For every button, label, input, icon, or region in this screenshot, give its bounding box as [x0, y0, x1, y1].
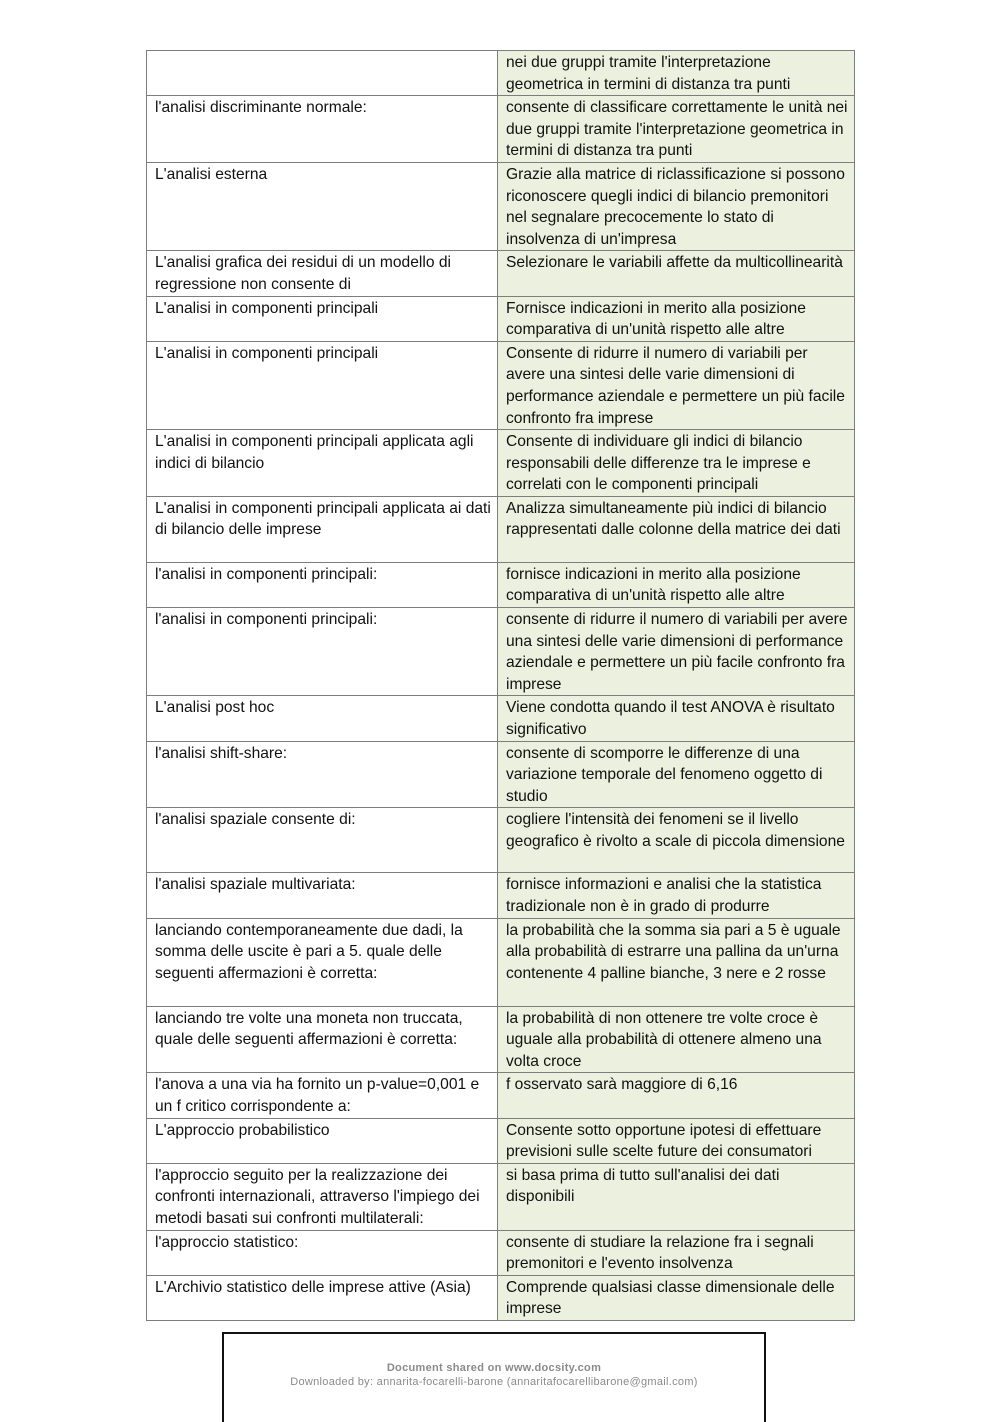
question-cell: l'analisi in componenti principali:	[147, 562, 498, 607]
question-cell: L'analisi in componenti principali	[147, 296, 498, 341]
table-row	[147, 562, 855, 607]
answer-cell: fornisce informazioni e analisi che la statistica tradizionale non è in grado di produrre	[498, 873, 855, 918]
table-row	[147, 96, 855, 163]
answer-cell: Fornisce indicazioni in merito alla posizione comparativa di un'unità rispetto alle altre	[498, 296, 855, 341]
table-row	[147, 873, 855, 918]
table-row	[147, 162, 855, 250]
question-cell: l'analisi discriminante normale:	[147, 96, 498, 163]
question-cell: l'analisi in componenti principali:	[147, 608, 498, 696]
qa-table-body	[147, 51, 855, 1321]
answer-cell: Consente di individuare gli indici di bilancio responsabili delle differenze tra le imprese e correlati con le componenti principali	[498, 430, 855, 497]
table-row	[147, 1230, 855, 1275]
table-row	[147, 696, 855, 741]
table-row	[147, 430, 855, 497]
question-cell: l'analisi spaziale consente di:	[147, 808, 498, 873]
answer-cell: Viene condotta quando il test ANOVA è risultato significativo	[498, 696, 855, 741]
answer-cell: Grazie alla matrice di riclassificazione si possono riconoscere quegli indici di bilancio premonitori nel segnalare precocemente lo stato di insolvenza di un'impresa	[498, 162, 855, 250]
answer-cell: Consente di ridurre il numero di variabili per avere una sintesi delle varie dimensioni di performance aziendale e permettere un più facile confronto fra imprese	[498, 341, 855, 429]
answer-cell: la probabilità di non ottenere tre volte croce è uguale alla probabilità di ottenere almeno una volta croce	[498, 1006, 855, 1073]
question-cell: lanciando contemporaneamente due dadi, la somma delle uscite è pari a 5. quale delle seguenti affermazioni è corretta:	[147, 918, 498, 1006]
table-row	[147, 1006, 855, 1073]
question-cell: l'analisi spaziale multivariata:	[147, 873, 498, 918]
answer-cell: fornisce indicazioni in merito alla posizione comparativa di un'unità rispetto alle altre	[498, 562, 855, 607]
answer-cell: Comprende qualsiasi classe dimensionale delle imprese	[498, 1275, 855, 1320]
question-cell: l'analisi shift-share:	[147, 741, 498, 808]
answer-cell: la probabilità che la somma sia pari a 5 è uguale alla probabilità di estrarre una pallina da un'urna contenente 4 palline bianche, 3 nere e 2 rosse	[498, 918, 855, 1006]
table-row	[147, 251, 855, 296]
answer-cell: consente di ridurre il numero di variabili per avere una sintesi delle varie dimensioni di performance aziendale e permettere un più facile confronto fra imprese	[498, 608, 855, 696]
question-cell	[147, 51, 498, 96]
answer-cell: Analizza simultaneamente più indici di bilancio rappresentati dalle colonne della matrice dei dati	[498, 496, 855, 562]
answer-cell: consente di studiare la relazione fra i segnali premonitori e l'evento insolvenza	[498, 1230, 855, 1275]
table-row	[147, 608, 855, 696]
footer-downloaded-text: Downloaded by: annarita-focarelli-barone (annaritafocarellibarone@gmail.com)	[290, 1376, 698, 1388]
answer-cell: cogliere l'intensità dei fenomeni se il livello geografico è rivolto a scale di piccola dimensione	[498, 808, 855, 873]
question-cell: L'Archivio statistico delle imprese attive (Asia)	[147, 1275, 498, 1320]
answer-cell: Selezionare le variabili affette da multicollinearità	[498, 251, 855, 296]
question-cell: l'approccio seguito per la realizzazione dei confronti internazionali, attraverso l'impiego dei metodi basati sui confronti multilaterali:	[147, 1163, 498, 1230]
table-row	[147, 918, 855, 1006]
question-cell: L'analisi in componenti principali applicata ai dati di bilancio delle imprese	[147, 496, 498, 562]
question-cell: L'analisi esterna	[147, 162, 498, 250]
question-cell: L'analisi grafica dei residui di un modello di regressione non consente di	[147, 251, 498, 296]
answer-cell: consente di classificare correttamente le unità nei due gruppi tramite l'interpretazione geometrica in termini di distanza tra punti	[498, 96, 855, 163]
question-cell: L'analisi in componenti principali applicata agli indici di bilancio	[147, 430, 498, 497]
answer-cell: nei due gruppi tramite l'interpretazione geometrica in termini di distanza tra punti	[498, 51, 855, 96]
question-cell: L'analisi in componenti principali	[147, 341, 498, 429]
answer-cell: consente di scomporre le differenze di una variazione temporale del fenomeno oggetto di studio	[498, 741, 855, 808]
table-row	[147, 1073, 855, 1118]
table-row	[147, 296, 855, 341]
answer-cell: Consente sotto opportune ipotesi di effettuare previsioni sulle scelte future dei consumatori	[498, 1118, 855, 1163]
table-row	[147, 1275, 855, 1320]
table-row	[147, 341, 855, 429]
table-row	[147, 808, 855, 873]
table-row	[147, 1118, 855, 1163]
question-cell: L'approccio probabilistico	[147, 1118, 498, 1163]
answer-cell: f osservato sarà maggiore di 6,16	[498, 1073, 855, 1118]
question-cell: lanciando tre volte una moneta non truccata, quale delle seguenti affermazioni è corretta:	[147, 1006, 498, 1073]
question-cell: l'anova a una via ha fornito un p-value=0,001 e un f critico corrispondente a:	[147, 1073, 498, 1118]
docsity-footer	[222, 1332, 766, 1422]
question-cell: l'approccio statistico:	[147, 1230, 498, 1275]
footer-shared-text: Document shared on www.docsity.com	[386, 1362, 602, 1374]
table-row	[147, 51, 855, 96]
answer-cell: si basa prima di tutto sull'analisi dei dati disponibili	[498, 1163, 855, 1230]
question-cell: L'analisi post hoc	[147, 696, 498, 741]
qa-table	[146, 50, 855, 1321]
table-row	[147, 741, 855, 808]
table-row	[147, 496, 855, 562]
table-row	[147, 1163, 855, 1230]
